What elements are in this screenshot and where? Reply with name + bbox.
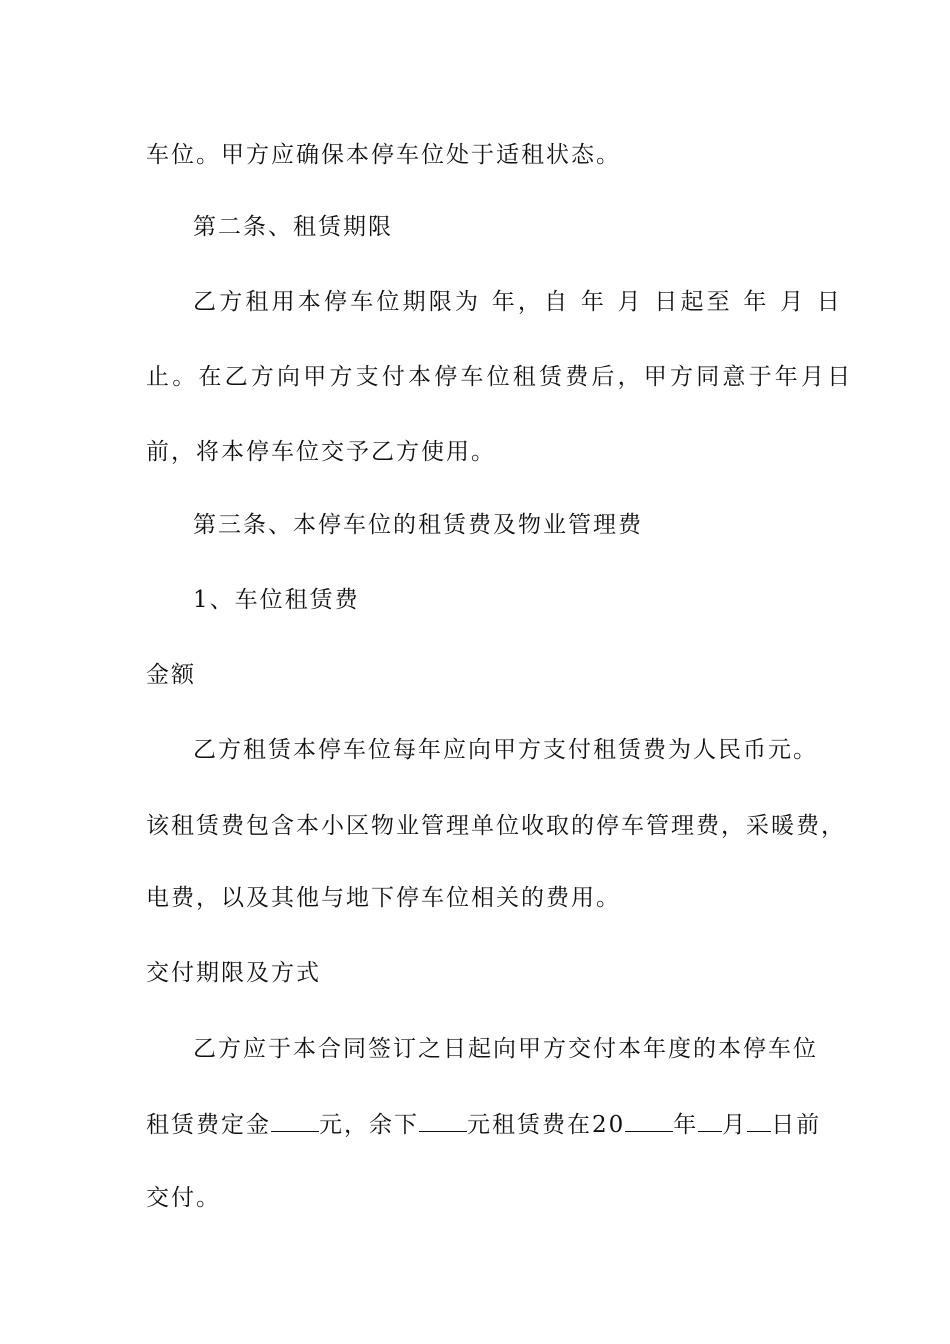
remainder-amount-blank — [419, 1109, 467, 1132]
paragraph-lease-term: 乙方租用本停车位期限为 年，自 年 月 日起至 年 月 日 — [193, 289, 843, 315]
label-payment-terms: 交付期限及方式 — [146, 960, 321, 986]
heading-article-3: 第三条、本停车位的租赁费及物业管理费 — [193, 512, 643, 538]
paragraph-paid: 交付。 — [146, 1185, 221, 1211]
paragraph-payment: 乙方应于本合同签订之日起向甲方交付本年度的本停车位 — [193, 1036, 818, 1062]
day-blank — [747, 1109, 771, 1132]
deposit-amount-blank — [271, 1109, 319, 1132]
year-text: 年 — [673, 1112, 699, 1138]
month-text: 月 — [722, 1112, 748, 1138]
paragraph-annual-rent: 乙方租赁本停车位每年应向甲方支付租赁费为人民币元。 — [193, 737, 818, 763]
year-blank — [625, 1109, 673, 1132]
day-text: 日前 — [771, 1112, 822, 1138]
month-blank — [698, 1109, 722, 1132]
paragraph-parking-condition: 车位。甲方应确保本停车位处于适租状态。 — [146, 142, 621, 168]
subheading-rent: 1、车位租赁费 — [193, 587, 360, 613]
paragraph-handover-cont: 前，将本停车位交予乙方使用。 — [146, 439, 496, 465]
deposit-text: 租赁费定金 — [146, 1112, 271, 1138]
paragraph-deposit — [146, 1109, 821, 1140]
paragraph-rent-includes-cont: 电费，以及其他与地下停车位相关的费用。 — [146, 885, 621, 911]
heading-article-2: 第二条、租赁期限 — [193, 214, 393, 240]
label-amount: 金额 — [146, 662, 196, 688]
paragraph-handover: 止。在乙方向甲方支付本停车位租赁费后，甲方同意于年月日 — [146, 364, 854, 390]
rent-due-text: 元租赁费在20 — [467, 1112, 626, 1138]
remainder-text: 元，余下 — [319, 1112, 419, 1138]
paragraph-rent-includes: 该租赁费包含本小区物业管理单位收取的停车管理费，采暖费， — [146, 813, 846, 839]
